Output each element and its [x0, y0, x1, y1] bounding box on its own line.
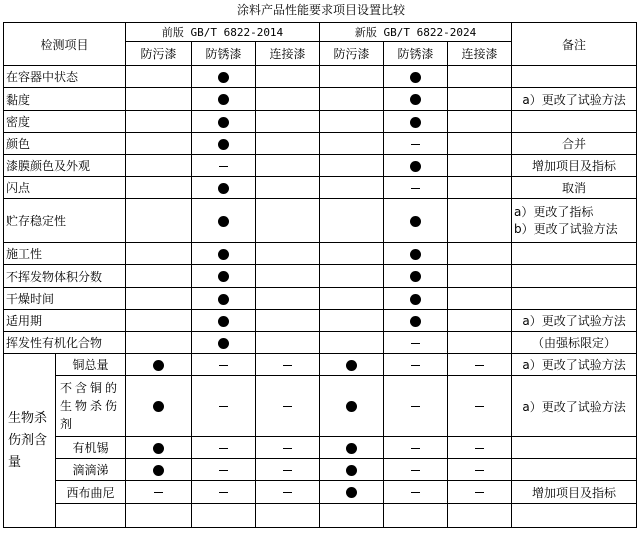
required-dot-icon	[410, 294, 421, 305]
mark-cell	[448, 459, 512, 481]
mark-cell	[256, 481, 320, 504]
mark-cell	[320, 332, 384, 354]
mark-cell	[448, 243, 512, 265]
mark-cell	[192, 111, 256, 133]
mark-cell	[256, 459, 320, 481]
mark-cell	[256, 354, 320, 376]
not-applicable-dash-icon	[411, 448, 420, 449]
mark-cell	[448, 155, 512, 177]
mark-cell	[448, 66, 512, 88]
mark-cell	[320, 310, 384, 332]
biocide-group-label: 生物杀伤剂含量	[4, 354, 56, 528]
mark-cell	[126, 376, 192, 437]
mark-cell	[192, 288, 256, 310]
not-applicable-dash-icon	[411, 343, 420, 344]
mark-cell	[448, 437, 512, 459]
mark-cell	[126, 177, 192, 199]
note-cell: （由强标限定）	[512, 332, 637, 354]
mark-cell	[448, 332, 512, 354]
not-applicable-dash-icon	[411, 188, 420, 189]
required-dot-icon	[153, 443, 164, 454]
mark-cell	[320, 111, 384, 133]
not-applicable-dash-icon	[475, 470, 484, 471]
mark-cell	[320, 376, 384, 437]
mark-cell	[192, 177, 256, 199]
required-dot-icon	[218, 294, 229, 305]
not-applicable-dash-icon	[283, 365, 292, 366]
mark-cell	[256, 88, 320, 111]
mark-cell	[256, 332, 320, 354]
empty-cell	[256, 504, 320, 528]
mark-cell	[448, 199, 512, 243]
mark-cell	[126, 459, 192, 481]
table-row	[4, 133, 637, 155]
note-cell: 合并	[512, 133, 637, 155]
note-cell	[512, 66, 637, 88]
not-applicable-dash-icon	[411, 144, 420, 145]
table-row	[4, 332, 637, 354]
mark-cell	[384, 199, 448, 243]
mark-cell	[448, 177, 512, 199]
mark-cell	[384, 459, 448, 481]
item-name: 在容器中状态	[4, 66, 126, 88]
mark-cell	[448, 88, 512, 111]
mark-cell	[256, 437, 320, 459]
subheader-old-anticorrosive: 防锈漆	[192, 42, 256, 66]
required-dot-icon	[153, 401, 164, 412]
required-dot-icon	[410, 161, 421, 172]
mark-cell	[192, 459, 256, 481]
required-dot-icon	[218, 117, 229, 128]
mark-cell	[384, 332, 448, 354]
table-row-empty	[4, 504, 637, 528]
mark-cell	[320, 243, 384, 265]
required-dot-icon	[346, 401, 357, 412]
note-cell	[512, 111, 637, 133]
empty-cell	[126, 504, 192, 528]
header-old-version: 前版 GB/T 6822-2014	[126, 23, 320, 42]
mark-cell	[320, 133, 384, 155]
required-dot-icon	[410, 271, 421, 282]
mark-cell	[384, 354, 448, 376]
mark-cell	[192, 133, 256, 155]
table-row	[4, 354, 637, 376]
mark-cell	[192, 66, 256, 88]
table-row	[4, 66, 637, 88]
empty-cell	[512, 504, 637, 528]
mark-cell	[384, 66, 448, 88]
required-dot-icon	[346, 487, 357, 498]
mark-cell	[256, 177, 320, 199]
required-dot-icon	[218, 316, 229, 327]
mark-cell	[320, 459, 384, 481]
biocide-item-name: 铜总量	[56, 354, 126, 376]
required-dot-icon	[410, 216, 421, 227]
mark-cell	[256, 243, 320, 265]
mark-cell	[192, 155, 256, 177]
required-dot-icon	[218, 94, 229, 105]
required-dot-icon	[410, 249, 421, 260]
mark-cell	[320, 177, 384, 199]
note-cell	[512, 265, 637, 288]
not-applicable-dash-icon	[475, 448, 484, 449]
mark-cell	[384, 133, 448, 155]
table-row	[4, 288, 637, 310]
not-applicable-dash-icon	[283, 448, 292, 449]
note-cell: a）更改了试验方法	[512, 88, 637, 111]
mark-cell	[256, 376, 320, 437]
mark-cell	[126, 133, 192, 155]
mark-cell	[126, 332, 192, 354]
mark-cell	[384, 376, 448, 437]
mark-cell	[320, 437, 384, 459]
mark-cell	[320, 481, 384, 504]
subheader-new-anticorrosive: 防锈漆	[384, 42, 448, 66]
mark-cell	[126, 88, 192, 111]
mark-cell	[192, 199, 256, 243]
item-name: 闪点	[4, 177, 126, 199]
not-applicable-dash-icon	[283, 406, 292, 407]
not-applicable-dash-icon	[219, 448, 228, 449]
table-row	[4, 437, 637, 459]
mark-cell	[384, 155, 448, 177]
mark-cell	[192, 88, 256, 111]
required-dot-icon	[346, 443, 357, 454]
mark-cell	[126, 243, 192, 265]
header-new-version: 新版 GB/T 6822-2024	[320, 23, 512, 42]
mark-cell	[256, 310, 320, 332]
required-dot-icon	[218, 183, 229, 194]
note-cell: a）更改了试验方法	[512, 376, 637, 437]
empty-cell	[56, 504, 126, 528]
mark-cell	[256, 288, 320, 310]
required-dot-icon	[218, 139, 229, 150]
mark-cell	[126, 354, 192, 376]
required-dot-icon	[410, 72, 421, 83]
not-applicable-dash-icon	[475, 365, 484, 366]
note-cell: 增加项目及指标	[512, 155, 637, 177]
item-name: 挥发性有机化合物	[4, 332, 126, 354]
table-row	[4, 155, 637, 177]
table-row	[4, 243, 637, 265]
mark-cell	[448, 310, 512, 332]
mark-cell	[192, 481, 256, 504]
empty-cell	[320, 504, 384, 528]
subheader-old-antifouling: 防污漆	[126, 42, 192, 66]
mark-cell	[320, 88, 384, 111]
subheader-new-tie-coat: 连接漆	[448, 42, 512, 66]
not-applicable-dash-icon	[411, 470, 420, 471]
mark-cell	[126, 481, 192, 504]
required-dot-icon	[410, 316, 421, 327]
required-dot-icon	[410, 94, 421, 105]
mark-cell	[126, 155, 192, 177]
note-line: a）更改了指标	[514, 204, 594, 219]
item-name: 漆膜颜色及外观	[4, 155, 126, 177]
mark-cell	[126, 288, 192, 310]
mark-cell	[384, 310, 448, 332]
biocide-item-name: 滴滴涕	[56, 459, 126, 481]
mark-cell	[384, 288, 448, 310]
not-applicable-dash-icon	[411, 365, 420, 366]
mark-cell	[384, 111, 448, 133]
mark-cell	[126, 66, 192, 88]
item-name: 施工性	[4, 243, 126, 265]
required-dot-icon	[410, 117, 421, 128]
mark-cell	[256, 155, 320, 177]
mark-cell	[126, 111, 192, 133]
biocide-item-name: 西布曲尼	[56, 481, 126, 504]
mark-cell	[126, 199, 192, 243]
note-cell: a）更改了试验方法	[512, 310, 637, 332]
item-name: 颜色	[4, 133, 126, 155]
mark-cell	[448, 481, 512, 504]
note-cell	[512, 199, 637, 243]
mark-cell	[256, 66, 320, 88]
mark-cell	[126, 437, 192, 459]
mark-cell	[192, 243, 256, 265]
not-applicable-dash-icon	[219, 365, 228, 366]
mark-cell	[192, 376, 256, 437]
mark-cell	[384, 88, 448, 111]
table-row	[4, 177, 637, 199]
note-cell	[512, 459, 637, 481]
mark-cell	[448, 265, 512, 288]
empty-cell	[448, 504, 512, 528]
mark-cell	[384, 481, 448, 504]
item-name: 黏度	[4, 88, 126, 111]
header-item: 检测项目	[4, 23, 126, 66]
not-applicable-dash-icon	[475, 406, 484, 407]
note-cell	[512, 243, 637, 265]
mark-cell	[320, 354, 384, 376]
note-cell: 取消	[512, 177, 637, 199]
note-cell	[512, 437, 637, 459]
mark-cell	[384, 265, 448, 288]
mark-cell	[192, 265, 256, 288]
mark-cell	[448, 111, 512, 133]
mark-cell	[448, 133, 512, 155]
required-dot-icon	[218, 271, 229, 282]
table-row	[4, 459, 637, 481]
table-row	[4, 376, 637, 437]
required-dot-icon	[218, 249, 229, 260]
required-dot-icon	[346, 360, 357, 371]
mark-cell	[320, 66, 384, 88]
not-applicable-dash-icon	[154, 492, 163, 493]
mark-cell	[256, 199, 320, 243]
mark-cell	[384, 177, 448, 199]
mark-cell	[320, 288, 384, 310]
mark-cell	[192, 310, 256, 332]
note-cell: 增加项目及指标	[512, 481, 637, 504]
required-dot-icon	[218, 72, 229, 83]
mark-cell	[192, 354, 256, 376]
note-cell: a）更改了试验方法	[512, 354, 637, 376]
mark-cell	[448, 354, 512, 376]
item-name: 适用期	[4, 310, 126, 332]
mark-cell	[320, 265, 384, 288]
comparison-table	[3, 22, 637, 528]
mark-cell	[256, 111, 320, 133]
not-applicable-dash-icon	[411, 492, 420, 493]
item-name: 干燥时间	[4, 288, 126, 310]
required-dot-icon	[218, 338, 229, 349]
mark-cell	[448, 288, 512, 310]
mark-cell	[192, 437, 256, 459]
note-line: b）更改了试验方法	[514, 221, 618, 236]
required-dot-icon	[218, 216, 229, 227]
not-applicable-dash-icon	[219, 166, 228, 167]
not-applicable-dash-icon	[475, 492, 484, 493]
not-applicable-dash-icon	[219, 492, 228, 493]
table-row	[4, 199, 637, 243]
header-note: 备注	[512, 23, 637, 66]
not-applicable-dash-icon	[219, 470, 228, 471]
mark-cell	[256, 265, 320, 288]
subheader-old-tie-coat: 连接漆	[256, 42, 320, 66]
table-row	[4, 88, 637, 111]
required-dot-icon	[346, 465, 357, 476]
item-name: 密度	[4, 111, 126, 133]
biocide-item-name: 不含铜的生物杀伤剂	[56, 376, 126, 437]
note-cell	[512, 288, 637, 310]
not-applicable-dash-icon	[411, 406, 420, 407]
table-row	[4, 310, 637, 332]
mark-cell	[192, 332, 256, 354]
table-row	[4, 111, 637, 133]
empty-cell	[384, 504, 448, 528]
required-dot-icon	[153, 465, 164, 476]
mark-cell	[448, 376, 512, 437]
empty-cell	[192, 504, 256, 528]
subheader-new-antifouling: 防污漆	[320, 42, 384, 66]
table-row	[4, 481, 637, 504]
mark-cell	[126, 265, 192, 288]
mark-cell	[320, 155, 384, 177]
table-row	[4, 265, 637, 288]
mark-cell	[384, 437, 448, 459]
biocide-item-name: 有机锡	[56, 437, 126, 459]
mark-cell	[256, 133, 320, 155]
mark-cell	[384, 243, 448, 265]
required-dot-icon	[153, 360, 164, 371]
mark-cell	[320, 199, 384, 243]
not-applicable-dash-icon	[219, 406, 228, 407]
not-applicable-dash-icon	[283, 470, 292, 471]
item-name: 不挥发物体积分数	[4, 265, 126, 288]
table-title: 涂料产品性能要求项目设置比较	[236, 3, 405, 17]
mark-cell	[126, 310, 192, 332]
item-name: 贮存稳定性	[4, 199, 126, 243]
not-applicable-dash-icon	[283, 492, 292, 493]
